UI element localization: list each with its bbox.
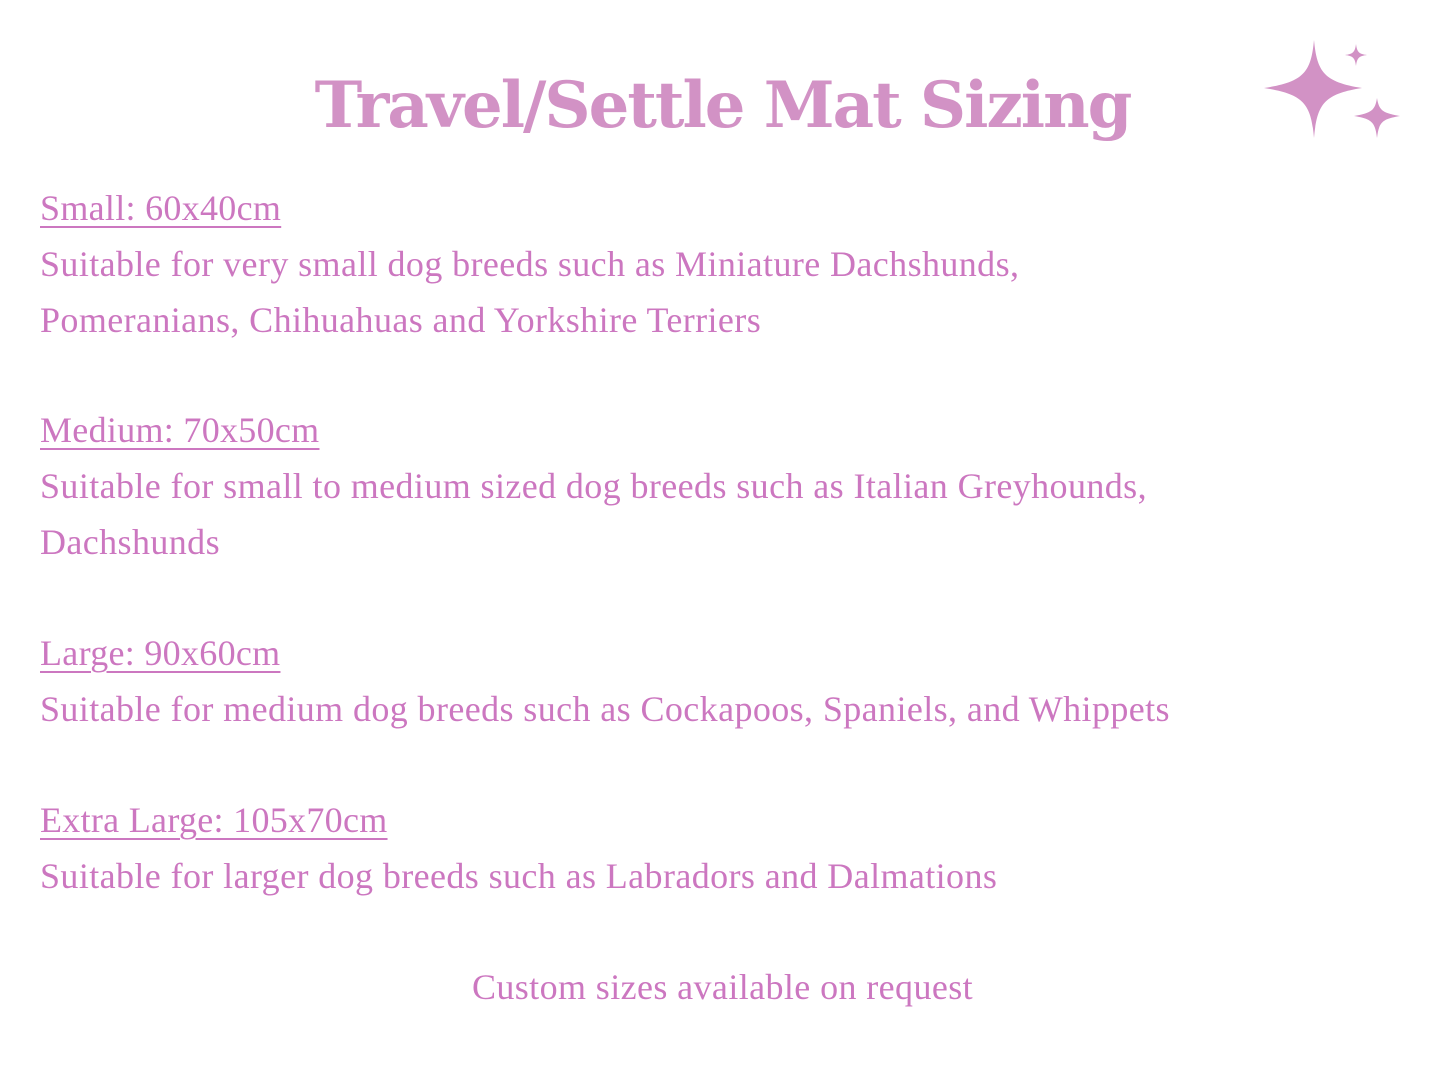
page-title: Travel/Settle Mat Sizing (314, 68, 1131, 143)
size-extra-large-description: Suitable for larger dog breeds such as Labradors and Dalmations (40, 856, 998, 896)
size-extra-large-heading: Extra Large: 105x70cm (40, 800, 388, 840)
size-medium-heading: Medium: 70x50cm (40, 410, 320, 450)
size-small-section (40, 180, 1420, 348)
size-extra-large-section (40, 792, 1420, 904)
small-sparkle-icon-bottom (1354, 98, 1400, 138)
small-sparkle-icon-top (1345, 44, 1367, 66)
size-medium-section (40, 402, 1420, 570)
size-medium-description: Suitable for small to medium sized dog breeds such as Italian Greyhounds, Dachshunds (40, 466, 1147, 562)
size-small-heading: Small: 60x40cm (40, 188, 282, 228)
size-large-section (40, 625, 1420, 737)
size-small-description: Suitable for very small dog breeds such as Miniature Dachshunds, Pomeranians, Chihuahuas and Yorkshire Terriers (40, 244, 1020, 340)
size-large-heading: Large: 90x60cm (40, 633, 281, 673)
custom-sizes-note: Custom sizes available on request (471, 967, 974, 1007)
size-large-description: Suitable for medium dog breeds such as Cockapoos, Spaniels, and Whippets (40, 689, 1170, 729)
sparkles-icon (1258, 34, 1408, 146)
